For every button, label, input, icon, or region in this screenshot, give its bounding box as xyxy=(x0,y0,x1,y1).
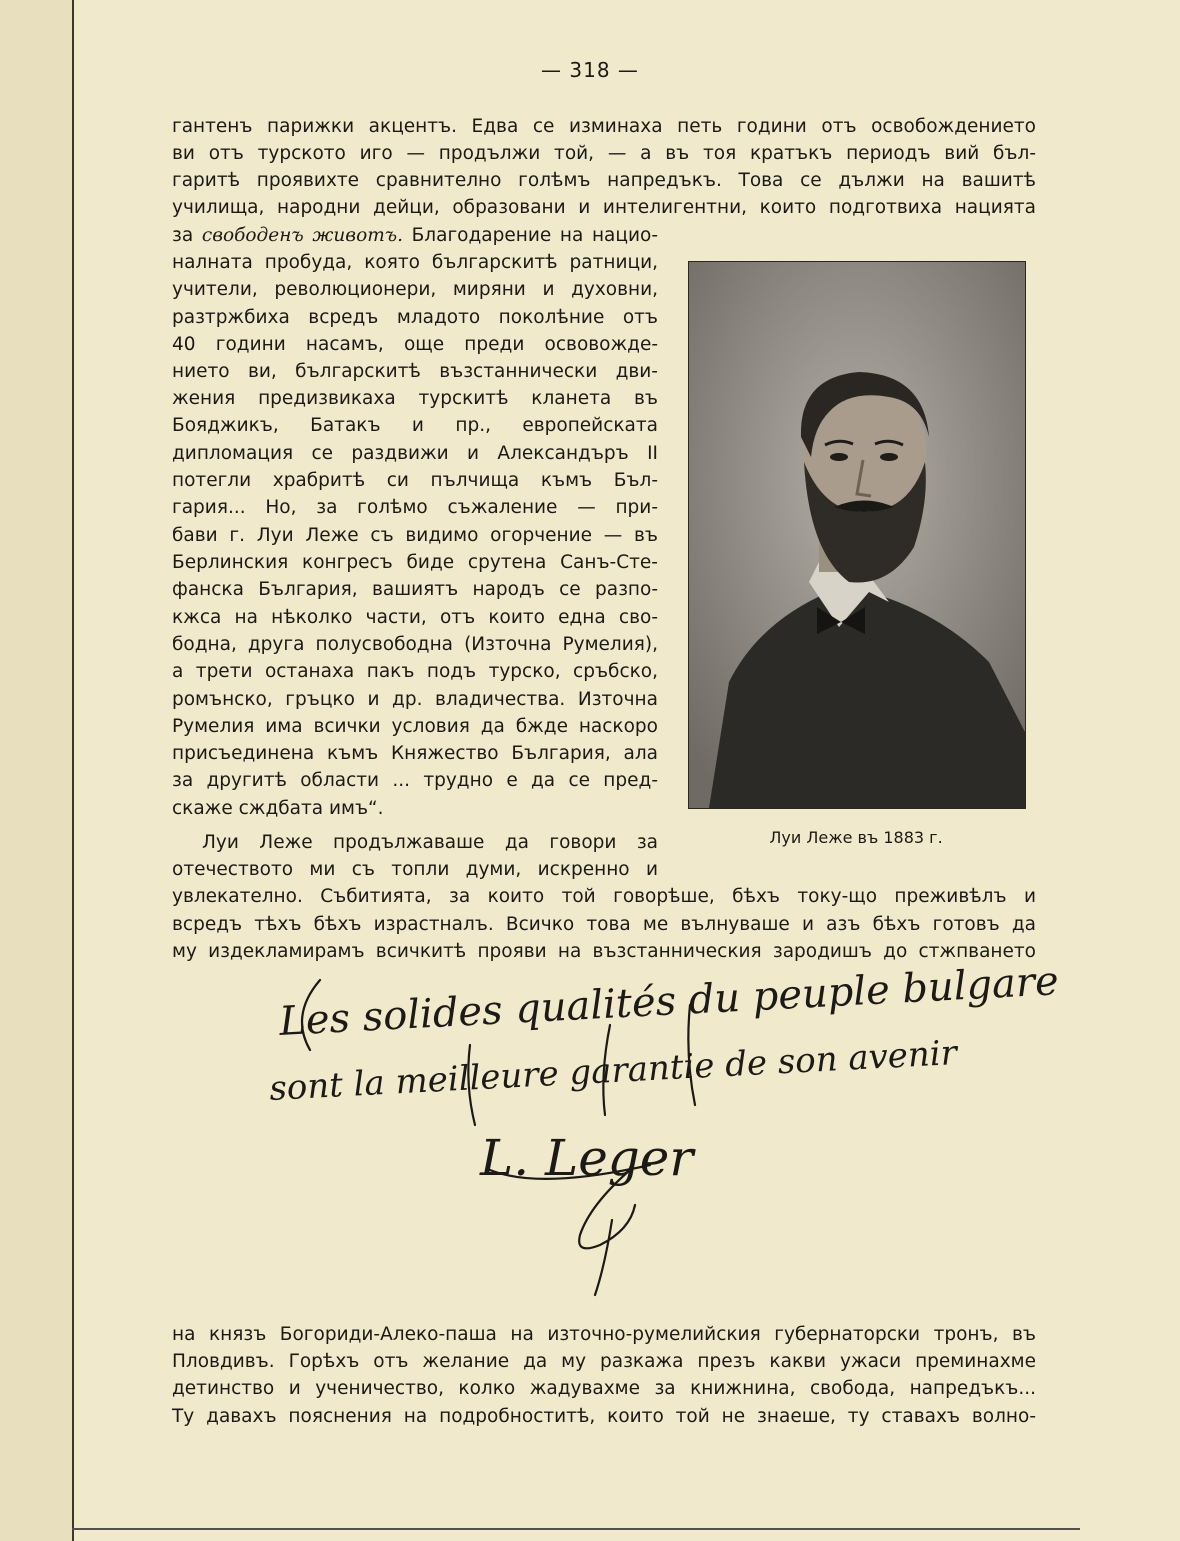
text-line: училища, народни дейци, образовани и интелигентни, които подготвиха нацията xyxy=(172,197,1036,218)
portrait-photo xyxy=(688,261,1026,809)
text-line: бодна, друга полусвободна (Източна Румелия), xyxy=(172,634,658,655)
text-line: фанска България, вашиятъ народъ се разпо- xyxy=(172,579,658,600)
text-line-mixed xyxy=(172,222,658,249)
handwritten-autograph xyxy=(250,958,1060,1295)
page-edge-bottom xyxy=(72,1528,1080,1530)
text-line: скаже сждбата имъ“. xyxy=(172,798,384,819)
text-line: Берлинския конгресъ биде срутена Санъ-Сте- xyxy=(172,552,658,573)
text-line: дипломация се раздвижи и Александъръ II xyxy=(172,443,658,464)
text-line: гантенъ парижки акцентъ. Едва се изминаха петь години отъ освобождението xyxy=(172,116,1036,137)
text-line: разтржбиха всредъ младото поколѣние отъ xyxy=(172,307,658,328)
text-line: му издекламирамъ всичкитѣ прояви на възстанническия зародишъ до стжпването xyxy=(172,941,1036,962)
text-line: а трети останаха пакъ подъ турско, сръбско, xyxy=(172,661,658,682)
text-line: ромънско, гръцко и др. владичества. Източна xyxy=(172,689,658,710)
text-line: всредъ тѣхъ бѣхъ израстналъ. Всичко това ме вълнуваше и азъ бѣхъ готовъ да xyxy=(172,914,1036,935)
text-line: налната пробуда, която българскитѣ ратници, xyxy=(172,252,658,273)
text-line: отечеството ми съ топли думи, искренно и xyxy=(172,859,658,880)
text-fragment: Благодарение на нацио- xyxy=(402,225,659,246)
text-line: детинство и ученичество, колко жадувахме за книжнина, свобода, напредъкъ... xyxy=(172,1378,1036,1399)
portrait-illustration xyxy=(689,262,1025,808)
svg-text:L. Leger: L. Leger xyxy=(480,1129,694,1187)
text-line: жения предизвикаха турскитѣ кланета въ xyxy=(172,388,658,409)
page-number: — 318 — xyxy=(541,58,639,82)
italic-phrase: свободенъ животъ. xyxy=(201,225,403,246)
text-line: Бояджикъ, Батакъ и пр., европейската xyxy=(172,415,658,436)
portrait-caption: Луи Леже въ 1883 г. xyxy=(769,828,943,847)
text-line: гаритѣ проявихте сравнително голѣмъ напредъкъ. Това се дължи на вашитѣ xyxy=(172,170,1036,191)
text-line: потегли храбритѣ си пълчища къмъ Бъл- xyxy=(172,470,658,491)
text-line: Румелия има всички условия да бжде наскоро xyxy=(172,716,658,737)
text-line: учители, революционери, миряни и духовни, xyxy=(172,279,658,300)
text-line: кжса на нѣколко части, отъ които една сво- xyxy=(172,607,658,628)
svg-text:sont la meilleure garantie de: sont la meilleure garantie de son avenir xyxy=(268,1033,958,1109)
text-line: на князъ Богориди-Алеко-паша на източно-румелийския губернаторски тронъ, въ xyxy=(172,1324,1036,1345)
text-line: Луи Леже продължаваше да говори за xyxy=(202,832,658,853)
text-line: Пловдивъ. Горѣхъ отъ желание да му разкажа презъ какви ужаси преминахме xyxy=(172,1351,1036,1372)
text-line: за другитѣ области ... трудно е да се пред- xyxy=(172,770,658,791)
text-line: присъединена къмъ Княжество България, ала xyxy=(172,743,658,764)
page-gutter-shade xyxy=(0,0,72,1541)
text-line: 40 години насамъ, още преди освовожде- xyxy=(172,334,658,355)
svg-text:Les solides qualités du peuple: Les solides qualités du peuple bulgare xyxy=(278,958,1060,1045)
text-line: гария... Но, за голѣмо съжаление — при- xyxy=(172,497,658,518)
page-edge-left xyxy=(72,0,74,1541)
text-line: увлекателно. Събитията, за които той говорѣше, бѣхъ току-що преживѣлъ и xyxy=(172,886,1036,907)
text-line: ви отъ турското иго — продължи той, — а въ тоя кратъкъ периодъ вий бъл- xyxy=(172,143,1036,164)
text-line: нието ви, българскитѣ възстаннически дви- xyxy=(172,361,658,382)
text-line: Ту давахъ пояснения на подробноститѣ, които той не знаеше, ту ставахъ волно- xyxy=(172,1406,1036,1427)
text-fragment: за xyxy=(172,225,202,246)
text-line: бави г. Луи Леже съ видимо огорчение — въ xyxy=(172,525,658,546)
